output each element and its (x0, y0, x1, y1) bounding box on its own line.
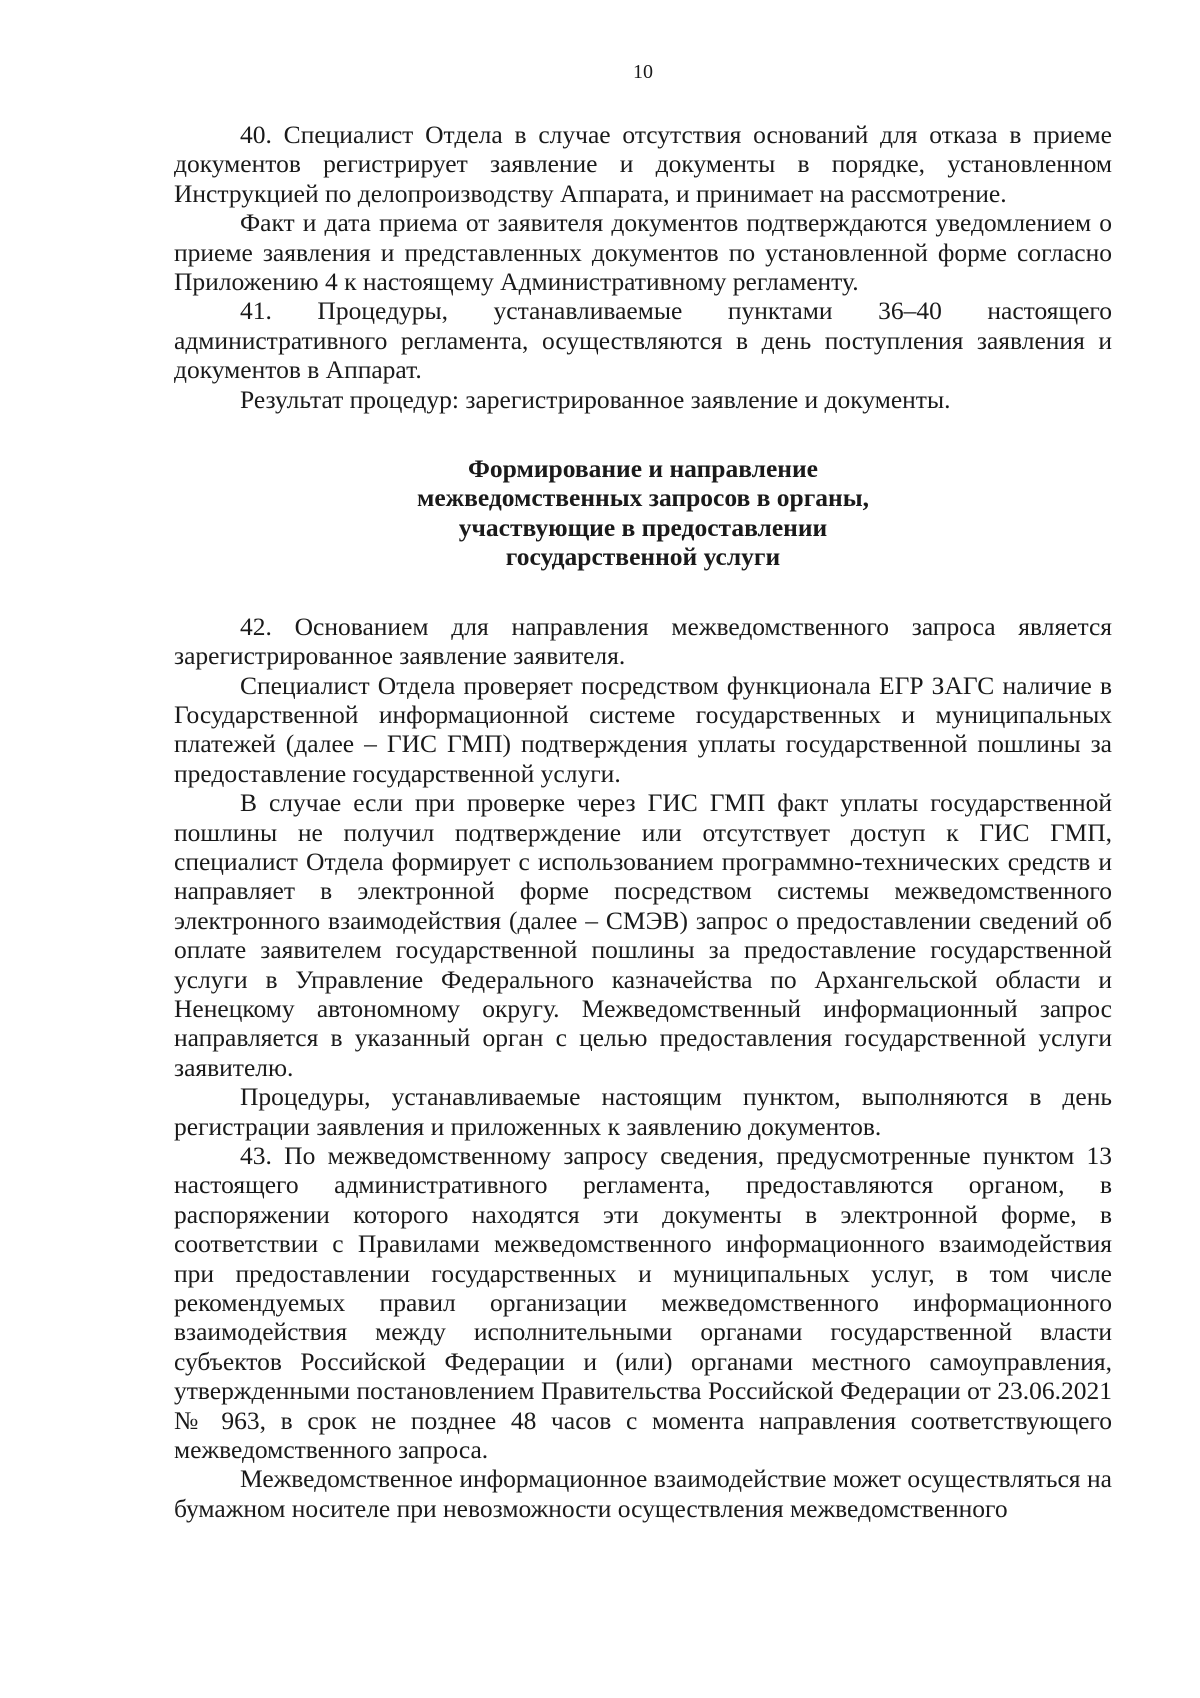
section-heading-line-1: Формирование и направление (468, 454, 818, 484)
page-number: 10 (633, 61, 653, 83)
paragraph-smev-request: В случае если при проверке через ГИС ГМП факт уплаты государственной пошлины не получил подтверждение или отсутствует доступ к ГИС ГМП, специалист Отдела формирует с использованием программно-технических средств и направляет в электронной форме посредством системы межведомственного электронного взаимодействия (далее – СМЭВ) запрос о предоставлении сведений об оплате заявителем государственной пошлины за предоставление государственной услуги в Управление Федерального казначейства по Архангельской области и Ненецкому автономному округу. Межведомственный информационный запрос направляется в указанный орган с целью предоставления государственной услуги заявителю. (174, 788, 1112, 1082)
paragraph-41: 41. Процедуры, устанавливаемые пунктами 36–40 настоящего административного регламента, осуществляются в день поступления заявления и документов в Аппарат. (174, 296, 1112, 385)
paragraph-gis-gmp-check: Специалист Отдела проверяет посредством функционала ЕГР ЗАГС наличие в Государственной информационной системе государственных и муниципальных платежей (далее – ГИС ГМП) подтверждения уплаты государственной пошлины за предоставление государственной услуги. (174, 670, 1112, 788)
paragraph-paper-interaction: Межведомственное информационное взаимодействие может осуществляться на бумажном носителе при невозможности осуществления межведомственного (174, 1464, 1112, 1523)
section-heading-line-4: государственной услуги (505, 542, 781, 572)
section-heading-line-2: межведомственных запросов в органы, (416, 483, 870, 513)
paragraph-procedure-timing: Процедуры, устанавливаемые настоящим пунктом, выполняются в день регистрации заявления и приложенных к заявлению документов. (174, 1082, 1112, 1141)
paragraph-43: 43. По межведомственному запросу сведения, предусмотренные пунктом 13 настоящего административного регламента, предоставляются органом, в распоряжении которого находятся эти документы в электронной форме, в соответствии с Правилами межведомственного информационного взаимодействия при предоставлении государственных и муниципальных услуг, в том числе рекомендуемых правил организации межведомственного информационного взаимодействия между исполнительными органами государственной власти субъектов Российской Федерации и (или) органами местного самоуправления, утвержденными постановлением Правительства Российской Федерации от 23.06.2021 № 963, в срок не позднее 48 часов с момента направления соответствующего межведомственного запроса. (174, 1141, 1112, 1465)
paragraph-fact-and-date: Факт и дата приема от заявителя документов подтверждаются уведомлением о приеме заявления и представленных документов по установленной форме согласно Приложению 4 к настоящему Административному регламенту. (174, 208, 1112, 297)
paragraph-42: 42. Основанием для направления межведомственного запроса является зарегистрированное заявление заявителя. (174, 611, 1112, 671)
section-heading-line-3: участвующие в предоставлении (458, 512, 828, 542)
paragraph-40: 40. Специалист Отдела в случае отсутствия оснований для отказа в приеме документов регистрирует заявление и документы в порядке, установленном Инструкцией по делопроизводству Аппарата, и принимает на рассмотрение. (174, 120, 1112, 208)
section-heading (174, 454, 1112, 572)
paragraph-procedure-result: Результат процедур: зарегистрированное заявление и документы. (240, 384, 951, 414)
